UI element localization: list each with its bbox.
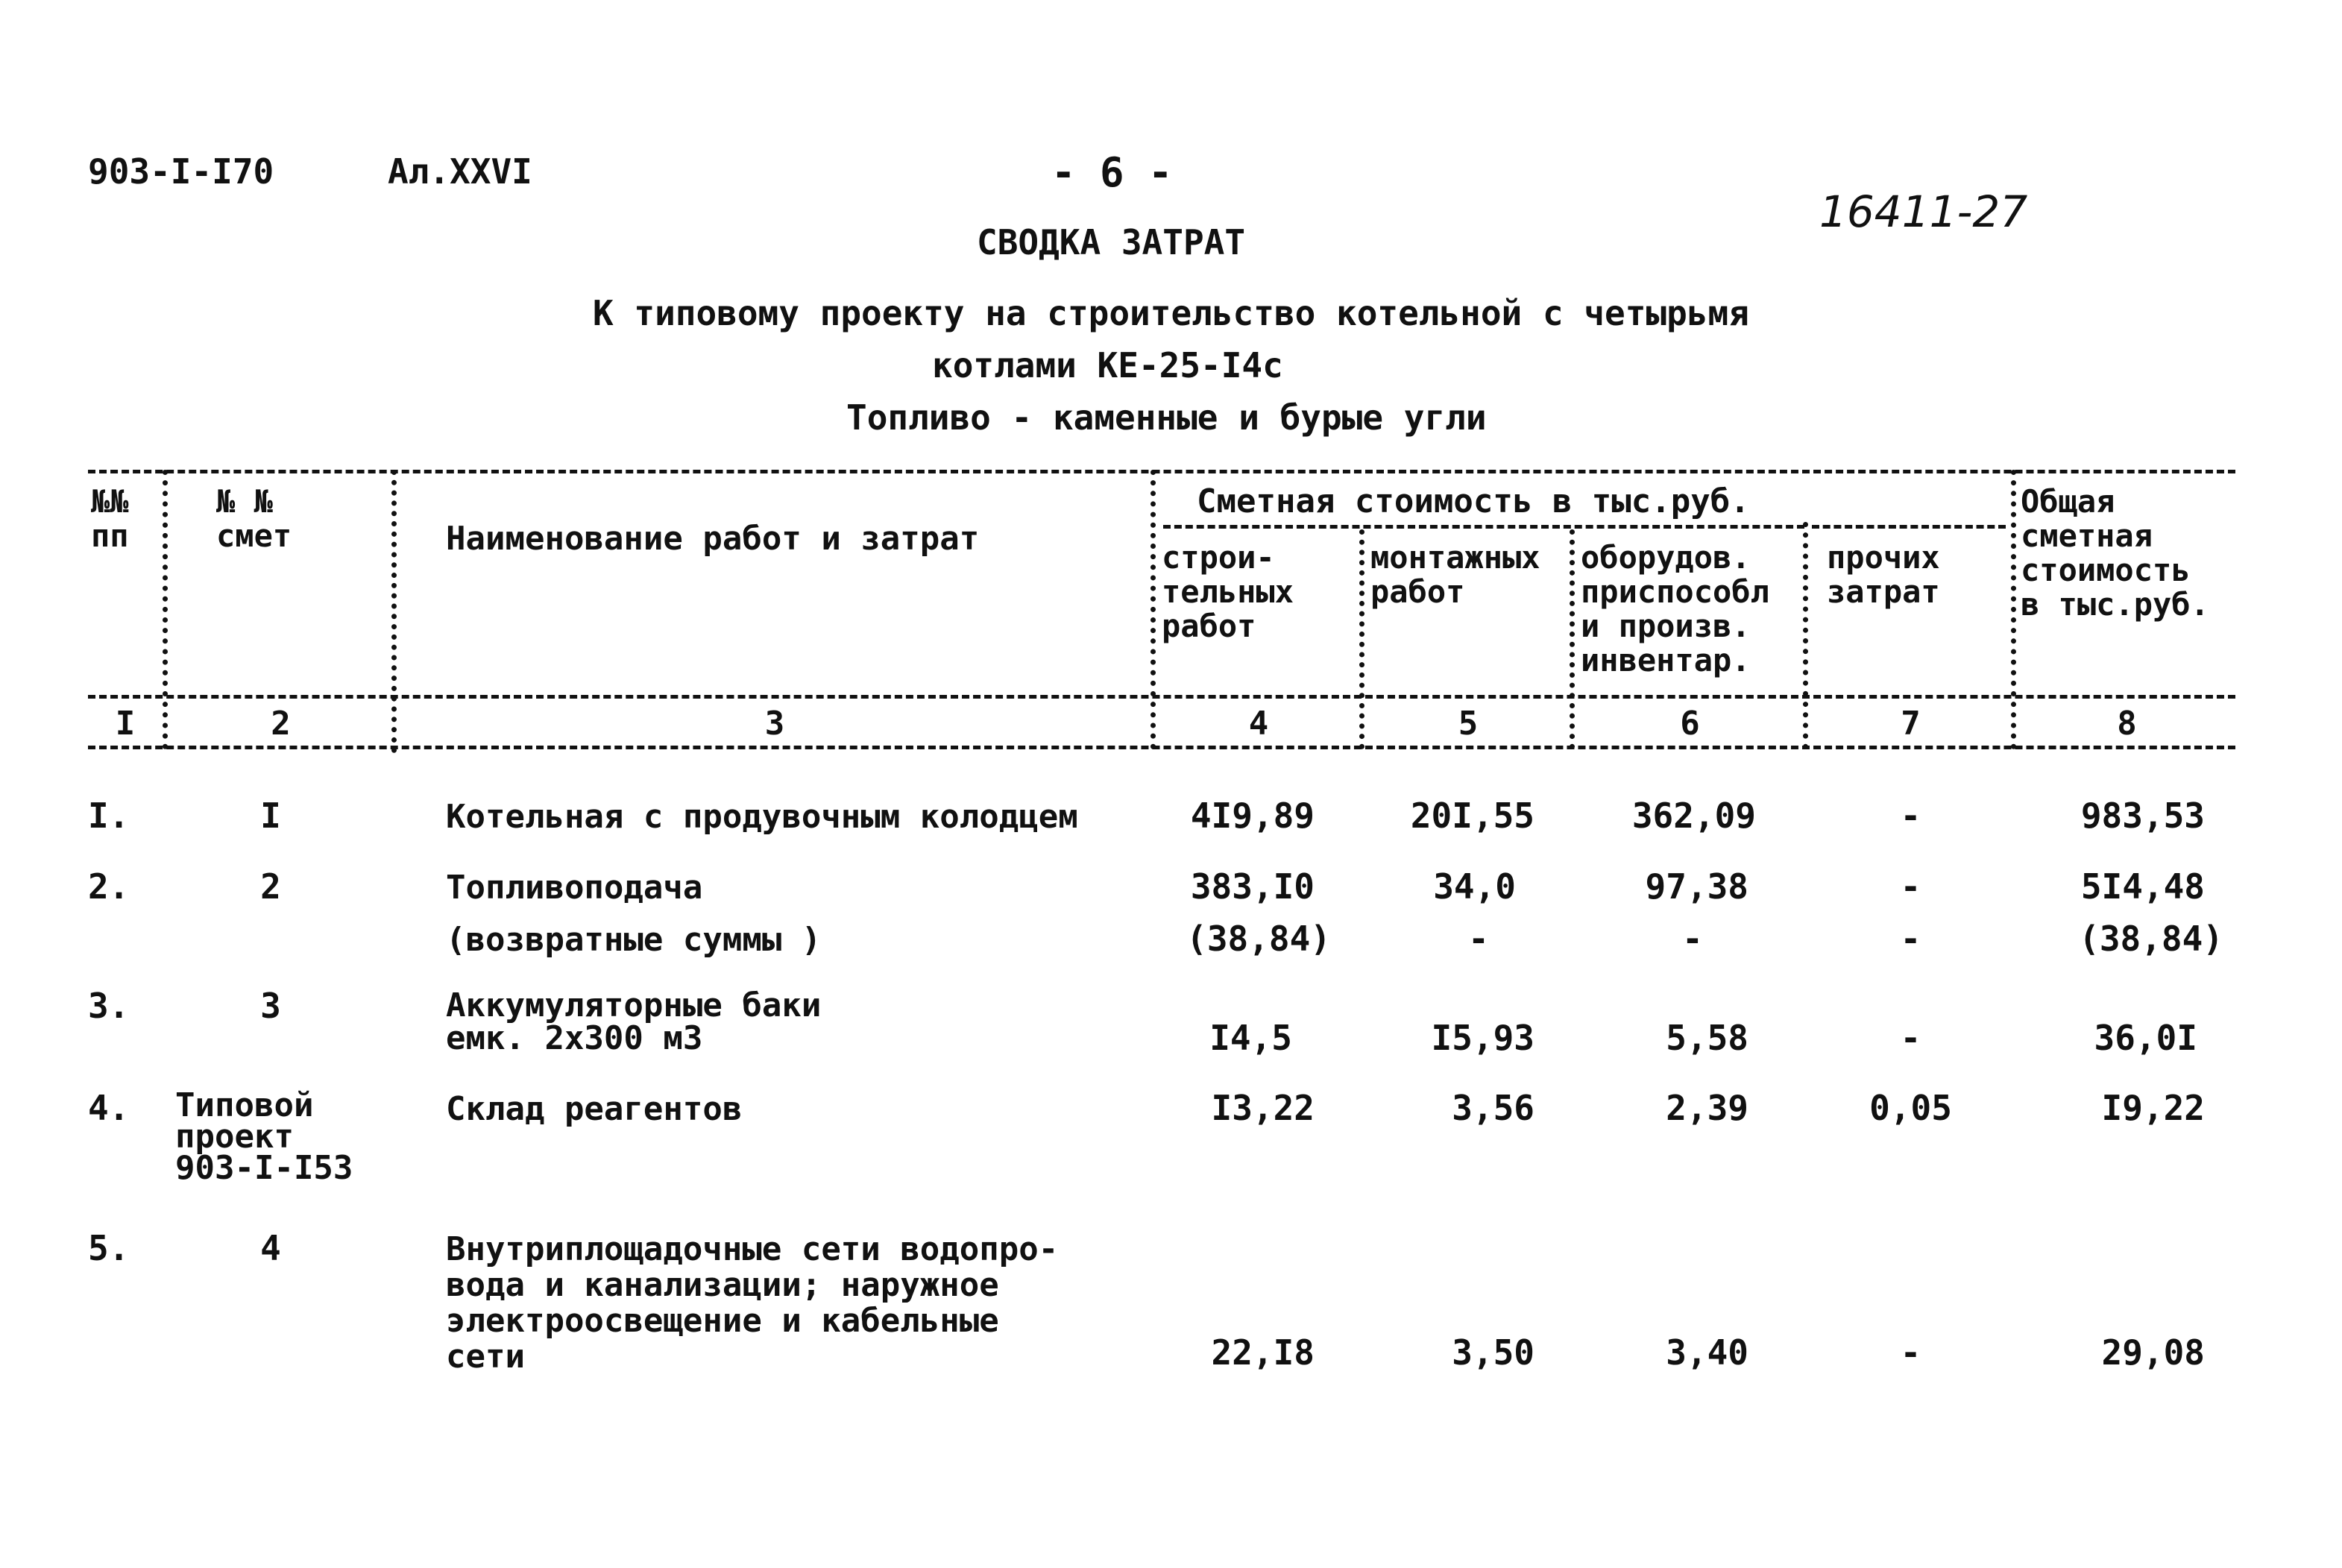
row-number: I. [88, 796, 130, 836]
header-group: Сметная стоимость в тыс.руб. [1197, 482, 1750, 520]
row-number: 5. [88, 1228, 130, 1268]
group-underline [1163, 525, 1804, 529]
total-cost: I9,22 [2101, 1088, 2205, 1128]
estimate-number: 2 [260, 866, 281, 907]
row-number: 2. [88, 866, 130, 907]
col-number-5: 5 [1458, 705, 1479, 743]
col-number-7: 7 [1901, 705, 1921, 743]
other-cost: - [1900, 919, 1921, 959]
equipment-cost: 362,09 [1631, 796, 1756, 836]
installation-cost: 3,56 [1452, 1088, 1534, 1128]
work-name: Аккумуляторные баки емк. 2х300 м3 [446, 986, 822, 1057]
total-cost: (38,84) [2079, 919, 2223, 959]
estimate-number: 3 [260, 986, 281, 1026]
header-mid-line [88, 695, 2235, 699]
work-name: Внутриплощадочные сети водопро- вода и канализации; наружное электроосвещение и кабельные сети [446, 1230, 1059, 1376]
construction-cost: 383,I0 [1190, 866, 1315, 907]
col-sep-7 [2011, 470, 2016, 749]
doc-subtitle-line1: К типовому проекту на строительство котельной с четырьмя [593, 293, 1749, 333]
row-number: 3. [88, 986, 130, 1026]
other-cost: 0,05 [1869, 1088, 1952, 1128]
col-number-1: I [115, 705, 136, 743]
installation-cost: I5,93 [1431, 1018, 1534, 1058]
work-name: (возвратные суммы ) [446, 921, 822, 959]
equipment-cost: - [1682, 919, 1703, 959]
document-code: 903-I-I70 [88, 151, 274, 192]
other-cost: - [1900, 1332, 1921, 1373]
header-col1: №№ пп [91, 483, 129, 554]
header-col6: оборудов. приспособл и произв. инвентар. [1581, 539, 1769, 678]
total-cost: 983,53 [2080, 796, 2205, 836]
header-col4: строи- тельных работ [1162, 539, 1294, 644]
total-cost: 5I4,48 [2080, 866, 2205, 907]
other-cost: - [1900, 1018, 1921, 1058]
doc-title: СВОДКА ЗАТРАТ [977, 222, 1246, 262]
col-sep-2 [391, 470, 397, 753]
installation-cost: 34,0 [1433, 866, 1516, 907]
col-sep-1 [163, 470, 168, 749]
header-col2: № № смет [216, 483, 292, 554]
col-sep-3 [1150, 470, 1156, 749]
header-col7: прочих затрат [1827, 539, 1940, 610]
total-cost: 36,0I [2094, 1018, 2197, 1058]
row-number: 4. [88, 1088, 130, 1128]
album-number: Ал.XXVI [388, 151, 532, 192]
col-sep-5 [1570, 529, 1575, 749]
col-number-8: 8 [2117, 705, 2137, 743]
page-number: - 6 - [1051, 149, 1173, 196]
header-top-line [88, 470, 2235, 473]
header-bottom-line [88, 746, 2235, 749]
equipment-cost: 97,38 [1645, 866, 1748, 907]
col-number-4: 4 [1248, 705, 1269, 743]
col-sep-6 [1803, 522, 1808, 749]
handwritten-number: 16411-27 [1819, 186, 2028, 237]
equipment-cost: 5,58 [1666, 1018, 1748, 1058]
installation-cost: 3,50 [1452, 1332, 1534, 1373]
estimate-number: 4 [260, 1228, 281, 1268]
doc-subtitle-line2: котлами КЕ-25-I4с [932, 345, 1283, 385]
work-name: Котельная с продувочным колодцем [446, 798, 1078, 836]
equipment-cost: 2,39 [1666, 1088, 1748, 1128]
work-name: Топливоподача [446, 869, 703, 907]
estimate-number: Типовой проект 903-I-I53 [175, 1086, 353, 1187]
construction-cost: I4,5 [1209, 1018, 1292, 1058]
col-number-3: 3 [764, 705, 785, 743]
col-number-2: 2 [271, 705, 291, 743]
total-cost: 29,08 [2101, 1332, 2205, 1373]
equipment-cost: 3,40 [1666, 1332, 1748, 1373]
header-col3: Наименование работ и затрат [446, 520, 980, 558]
work-name: Склад реагентов [446, 1090, 743, 1128]
doc-subtitle-line3: Топливо - каменные и бурые угли [846, 397, 1487, 438]
installation-cost: - [1468, 919, 1489, 959]
installation-cost: 20I,55 [1410, 796, 1534, 836]
col-number-6: 6 [1680, 705, 1700, 743]
estimate-number: I [260, 796, 281, 836]
construction-cost: (38,84) [1186, 919, 1331, 959]
col7-top-line [1812, 525, 2006, 529]
construction-cost: 4I9,89 [1190, 796, 1315, 836]
header-col8: Общая сметная стоимость в тыс.руб. [2021, 483, 2209, 623]
col-sep-4 [1359, 529, 1364, 749]
construction-cost: 22,I8 [1211, 1332, 1315, 1373]
other-cost: - [1900, 866, 1921, 907]
construction-cost: I3,22 [1211, 1088, 1315, 1128]
other-cost: - [1900, 796, 1921, 836]
header-col5: монтажных работ [1370, 539, 1540, 610]
